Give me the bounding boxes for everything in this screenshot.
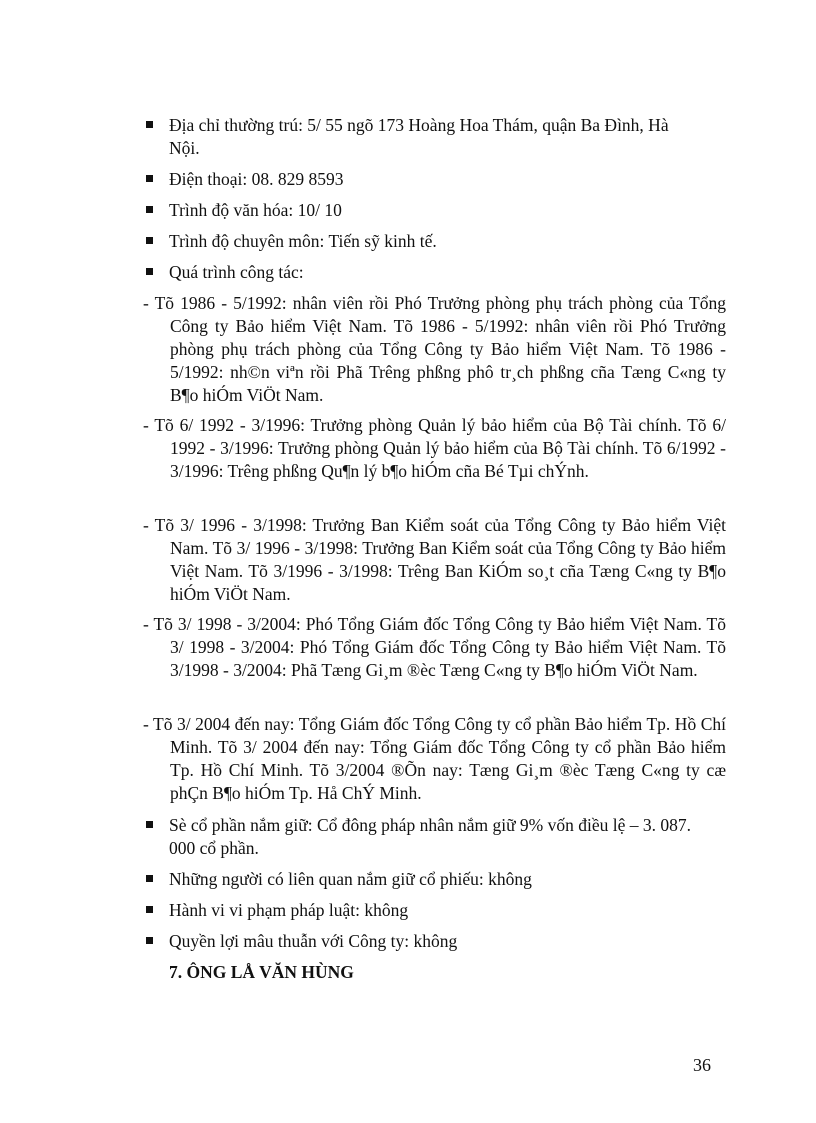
- list-item-phone: [143, 168, 703, 191]
- bullet-square-icon: [146, 175, 153, 182]
- list-item-text: Trình độ chuyên môn: Tiến sỹ kinh tế.: [169, 231, 437, 251]
- bullet-square-icon: [146, 875, 153, 882]
- list-item-text: Trình độ văn hóa: 10/ 10: [169, 200, 342, 220]
- list-item-qualification: [143, 230, 703, 253]
- list-item-conflict-of-interest: [143, 930, 703, 953]
- list-item-text: Hành vi vi phạm pháp luật: không: [169, 900, 409, 920]
- page-number: 36: [693, 1055, 711, 1075]
- list-item-text: Quyền lợi mâu thuẫn với Công ty: không: [169, 931, 458, 951]
- list-item-text: Điện thoại: 08. 829 8593: [169, 169, 344, 189]
- list-item-work-history-label: [143, 261, 703, 284]
- section-heading: 7. ÔNG LÅ VĂN HÙNG: [169, 962, 354, 982]
- list-item-violations: [143, 899, 703, 922]
- work-history-entry: - Tõ 1986 - 5/1992: nhân viên rồi Phó Trưởng phòng phụ trách phòng của Tổng Công ty Bảo hiểm Việt Nam. Tõ 1986 - 5/1992: nhân viên rồi Phó Trưởng phòng phụ trách phòng của Tổng Công ty Bảo hiểm Việt Nam. Tõ 1986 - 5/1992: nh©n viªn rồi Phã Trêng phßng phô tr¸ch phßng cña Tæng C«ng ty B¶o hiÓm ViÖt Nam.: [143, 293, 726, 405]
- bullet-square-icon: [146, 821, 153, 828]
- work-history-entry: - Tõ 3/ 2004 đến nay: Tổng Giám đốc Tổng Công ty cổ phần Bảo hiểm Tp. Hồ Chí Minh. Tõ 3/ 2004 đến nay: Tổng Giám đốc Tổng Công ty cổ phần Bảo hiểm Tp. Hồ Chí Minh. Tõ 3/2004 ®Õn nay: Tæng Gi¸m ®èc Tæng C«ng ty cæ phÇn B¶o hiÓm Tp. Hå ChÝ Minh.: [143, 714, 726, 803]
- list-item-text: Những người có liên quan nắm giữ cổ phiếu: không: [169, 869, 532, 889]
- list-item-text: Sè cổ phần nắm giữ: Cổ đông pháp nhân nắm giữ 9% vốn điều lệ – 3. 087. 000 cổ phần.: [169, 815, 692, 858]
- bullet-square-icon: [146, 906, 153, 913]
- list-item-text: Quá trình công tác:: [169, 262, 304, 282]
- list-item-text: Địa chỉ thường trú: 5/ 55 ngõ 173 Hoàng Hoa Thám, quận Ba Đình, Hà Nội.: [169, 115, 669, 158]
- list-item-address: [143, 114, 703, 160]
- list-item-shares: [143, 814, 703, 860]
- bullet-square-icon: [146, 937, 153, 944]
- bullet-square-icon: [146, 121, 153, 128]
- work-history-entry: - Tõ 3/ 1996 - 3/1998: Trưởng Ban Kiểm soát của Tổng Công ty Bảo hiểm Việt Nam. Tõ 3/ 1996 - 3/1998: Trưởng Ban Kiểm soát của Tổng Công ty Bảo hiểm Việt Nam. Tõ 3/1996 - 3/1998: Trêng Ban KiÓm so¸t cña Tæng C«ng ty B¶o hiÓm ViÖt Nam.: [143, 515, 726, 604]
- bullet-square-icon: [146, 268, 153, 275]
- bullet-square-icon: [146, 237, 153, 244]
- list-item-education: [143, 199, 703, 222]
- work-history-entry: - Tõ 3/ 1998 - 3/2004: Phó Tổng Giám đốc Tổng Công ty Bảo hiểm Việt Nam. Tõ 3/ 1998 - 3/2004: Phó Tổng Giám đốc Tổng Công ty Bảo hiểm Việt Nam. Tõ 3/1998 - 3/2004: Phã Tæng Gi¸m ®èc Tæng C«ng ty B¶o hiÓm ViÖt Nam.: [143, 614, 726, 680]
- work-history-entry: - Tõ 6/ 1992 - 3/1996: Trưởng phòng Quản lý bảo hiểm của Bộ Tài chính. Tõ 6/ 1992 - 3/1996: Trưởng phòng Quản lý bảo hiểm của Bộ Tài chính. Tõ 6/1992 - 3/1996: Trêng phßng Qu¶n lý b¶o hiÓm cña Bé Tµi chÝnh.: [143, 415, 726, 481]
- list-item-related-parties: [143, 868, 703, 891]
- bullet-square-icon: [146, 206, 153, 213]
